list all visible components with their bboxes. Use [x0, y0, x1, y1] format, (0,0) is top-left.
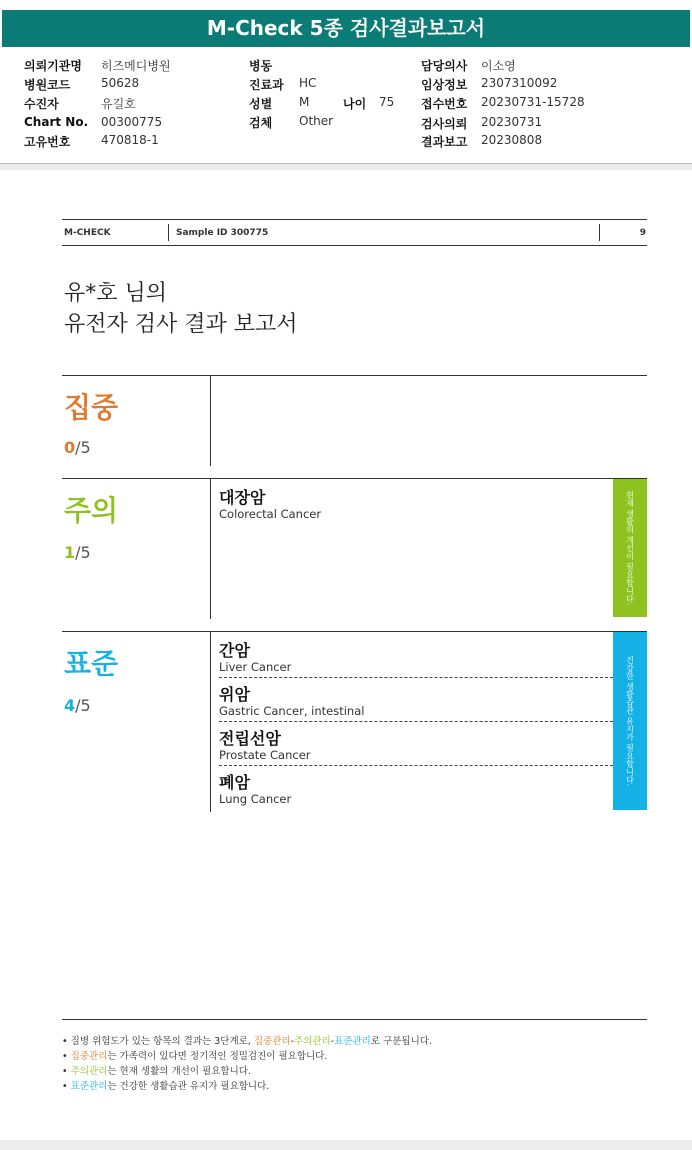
section-score — [64, 438, 91, 457]
info-value: HC — [299, 76, 317, 90]
info-value: 50628 — [101, 76, 140, 90]
side-note-text: 현재 생활의 개선이 필요합니다. — [625, 490, 635, 606]
section-standard — [62, 631, 647, 811]
section-focus — [62, 375, 647, 465]
info-label: 병동 — [249, 59, 273, 73]
list-item — [219, 722, 613, 766]
info-label: 검사의뢰 — [421, 117, 468, 131]
divider — [210, 479, 211, 619]
sample-id: Sample ID 300775 — [176, 228, 269, 238]
score-count: 1 — [64, 543, 76, 562]
disease-en: Liver Cancer — [219, 660, 292, 674]
section-score — [64, 696, 91, 715]
info-label: 접수번호 — [421, 97, 468, 111]
info-label: 고유번호 — [24, 135, 71, 149]
bullet: • — [62, 1081, 68, 1092]
note-text: 는 건강한 생활습관 유지가 필요합니다. — [107, 1081, 270, 1092]
disease-ko: 대장암 — [219, 488, 266, 507]
info-label: Chart No. — [24, 115, 89, 129]
note-key-caution: 주의관리 — [70, 1066, 108, 1077]
report-title: M-Check 5종 검사결과보고서 — [2, 10, 690, 47]
disease-ko: 폐암 — [219, 773, 250, 792]
info-value: 470818-1 — [101, 133, 159, 147]
disease-en: Prostate Cancer — [219, 748, 311, 762]
disease-en: Lung Cancer — [219, 792, 292, 806]
headline-line1: 유*호 님의 — [64, 281, 168, 306]
note-key-caution: 주의관리 — [294, 1036, 331, 1047]
info-value: M — [299, 95, 310, 109]
divider — [168, 224, 169, 241]
divider — [210, 376, 211, 466]
note-key-standard: 표준관리 — [334, 1036, 371, 1047]
side-note-text: 건강한 생활습관 유지가 필요합니다. — [625, 655, 635, 787]
divider — [599, 224, 600, 241]
result-list — [219, 634, 613, 810]
side-note — [613, 479, 647, 617]
bullet: • — [62, 1066, 68, 1077]
info-label: 진료과 — [249, 78, 284, 92]
disease-ko: 위암 — [219, 685, 250, 704]
disease-ko: 간암 — [219, 641, 250, 660]
info-value: Other — [299, 114, 334, 128]
report-page — [0, 170, 692, 1140]
divider — [210, 632, 211, 812]
section-caution — [62, 478, 647, 618]
note-dash: - — [330, 1036, 335, 1047]
info-value: 유길호 — [101, 97, 136, 111]
note-dash: - — [290, 1036, 294, 1047]
note-line — [62, 1034, 647, 1049]
list-item — [219, 678, 613, 722]
info-label: 나이 — [343, 97, 367, 111]
info-value: 2307310092 — [481, 76, 558, 90]
info-label: 담당의사 — [421, 59, 468, 73]
disease-en: Gastric Cancer, intestinal — [219, 704, 365, 718]
note-key-focus: 집중관리 — [70, 1051, 108, 1062]
score-total: /5 — [75, 438, 91, 457]
brand-label: M-CHECK — [64, 228, 111, 238]
info-label: 병원코드 — [24, 78, 71, 92]
info-value: 75 — [379, 95, 395, 109]
info-value: 20230731 — [481, 115, 543, 129]
bullet: • — [62, 1051, 68, 1062]
info-value: 이소영 — [481, 59, 516, 73]
info-label: 검체 — [249, 116, 273, 130]
info-label: 의뢰기관명 — [24, 59, 82, 73]
note-line — [62, 1049, 647, 1064]
note-line — [62, 1079, 647, 1094]
patient-info — [0, 54, 692, 164]
section-name: 집중 — [64, 391, 119, 424]
info-value: 20230731-15728 — [481, 95, 585, 109]
list-item — [219, 634, 613, 678]
page-number: 9 — [639, 228, 646, 238]
page-gap — [0, 1140, 692, 1150]
legend-notes — [62, 1019, 647, 1094]
info-label: 수진자 — [24, 97, 59, 111]
info-label: 결과보고 — [421, 135, 468, 149]
side-note — [613, 632, 647, 810]
info-value: 20230808 — [481, 133, 543, 147]
note-key-standard: 표준관리 — [70, 1081, 108, 1092]
info-label: 성별 — [249, 97, 273, 111]
section-score — [64, 543, 91, 562]
headline-line2: 유전자 검사 결과 보고서 — [64, 312, 298, 337]
report-header — [62, 219, 647, 246]
disease-ko: 전립선암 — [219, 729, 281, 748]
note-text: 는 가족력이 있다면 정기적인 정밀검진이 필요합니다. — [107, 1051, 328, 1062]
score-total: /5 — [75, 543, 91, 562]
bullet: • — [62, 1036, 68, 1047]
score-total: /5 — [75, 696, 91, 715]
list-item — [219, 766, 613, 810]
result-list — [219, 481, 613, 525]
note-key-focus: 집중관리 — [253, 1036, 291, 1047]
info-value: 히즈메디병원 — [101, 59, 171, 73]
note-line — [62, 1064, 647, 1079]
score-count: 0 — [64, 438, 76, 457]
info-label: 임상정보 — [421, 78, 468, 92]
note-text: 로 구분됩니다. — [370, 1036, 432, 1047]
note-text: 는 현재 생활의 개선이 필요합니다. — [107, 1066, 251, 1077]
page-title — [64, 278, 298, 340]
title-bar — [0, 0, 692, 48]
section-name: 주의 — [64, 494, 119, 527]
list-item — [219, 481, 613, 525]
score-count: 4 — [64, 696, 76, 715]
info-value: 00300775 — [101, 115, 163, 129]
note-text: 질병 위험도가 있는 항목의 결과는 3단계로, — [70, 1036, 254, 1047]
section-name: 표준 — [64, 647, 119, 680]
disease-en: Colorectal Cancer — [219, 507, 322, 521]
